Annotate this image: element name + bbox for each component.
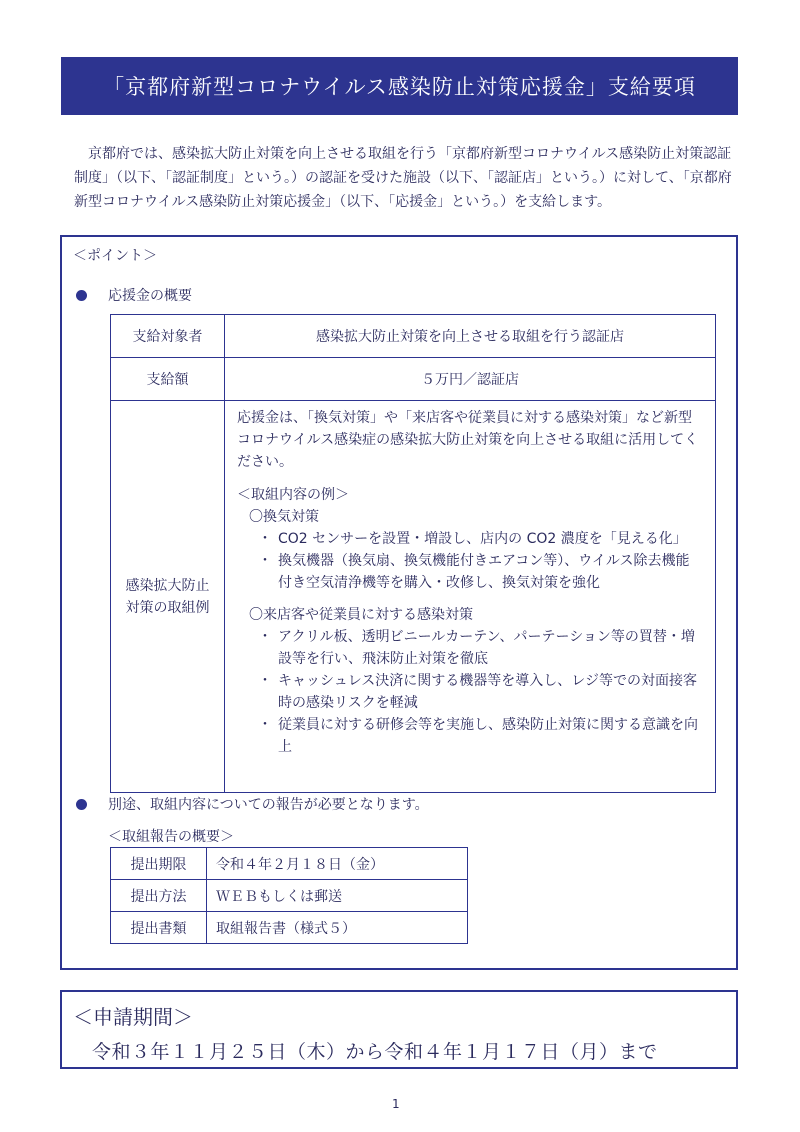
list-item: ・ 従業員に対する研修会等を実施し、感染防止対策に関する意識を向上 — [264, 714, 703, 758]
overview-heading-text: 応援金の概要 — [108, 288, 192, 304]
table-row — [111, 912, 468, 944]
row-value: 感染拡大防止対策を向上させる取組を行う認証店 — [225, 315, 716, 358]
page-title: 「京都府新型コロナウイルス感染防止対策応援金」支給要項 — [61, 57, 738, 115]
category-infection-control: 〇来店客や従業員に対する感染対策 — [249, 607, 473, 623]
ventilation-list — [237, 528, 703, 594]
page-number: 1 — [392, 1097, 400, 1111]
infection-control-list — [237, 626, 703, 758]
overview-table — [110, 314, 716, 793]
examples-label: 感染拡大防止対策の取組例 — [125, 577, 210, 616]
row-value: ５万円／認証店 — [225, 358, 716, 401]
list-item: ・ キャッシュレス決済に関する機器等を導入し、レジ等での対面接客時の感染リスクを軽減 — [264, 670, 703, 714]
table-row — [111, 401, 716, 793]
table-row — [111, 848, 468, 880]
row-label: 支給額 — [111, 358, 225, 401]
table-row — [111, 315, 716, 358]
report-notice — [76, 794, 429, 814]
row-label: 支給対象者 — [111, 315, 225, 358]
report-table — [110, 847, 468, 944]
bullet-icon — [76, 290, 87, 301]
table-row — [111, 880, 468, 912]
row-label: 提出書類 — [111, 912, 207, 944]
row-label — [111, 401, 225, 793]
period-label: ＜申請期間＞ — [73, 1005, 193, 1029]
points-label: ＜ポイント＞ — [73, 248, 157, 264]
list-item: ・ 換気機器（換気扇、換気機能付きエアコン等）、ウイルス除去機能付き空気清浄機等を購入・改修し、換気対策を強化 — [264, 550, 703, 594]
bullet-icon — [76, 799, 87, 810]
table-row — [111, 358, 716, 401]
period-text: 令和３年１１月２５日（木）から令和４年１月１７日（月）まで — [92, 1041, 658, 1063]
row-value: ＷＥＢもしくは郵送 — [207, 880, 468, 912]
report-notice-text: 別途、取組内容についての報告が必要となります。 — [108, 797, 429, 813]
examples-heading: ＜取組内容の例＞ — [237, 487, 349, 503]
examples-lead: 応援金は、「換気対策」や「来店客や従業員に対する感染対策」など新型コロナウイルス感染症の感染拡大防止対策を向上させる取組に活用してください。 — [237, 410, 699, 470]
list-item: ・ CO2 センサーを設置・増設し、店内の CO2 濃度を「見える化」 — [264, 528, 703, 550]
examples-cell — [225, 401, 716, 793]
overview-heading — [76, 285, 192, 305]
row-value: 令和４年２月１８日（金） — [207, 848, 468, 880]
intro-paragraph: 京都府では、感染拡大防止対策を向上させる取組を行う「京都府新型コロナウイルス感染防止対策認証制度」（以下、「認証制度」という。）の認証を受けた施設（以下、「認証店」という。）に対して、「京都府新型コロナウイルス感染防止対策応援金」（以下、「応援金」という。）を支給します。 — [74, 146, 732, 210]
report-heading: ＜取組報告の概要＞ — [108, 829, 234, 845]
category-ventilation: 〇換気対策 — [249, 509, 319, 525]
row-value: 取組報告書（様式５） — [207, 912, 468, 944]
row-label: 提出期限 — [111, 848, 207, 880]
list-item: ・ アクリル板、透明ビニールカーテン、パーテーション等の買替・増設等を行い、飛沫防止対策を徹底 — [264, 626, 703, 670]
row-label: 提出方法 — [111, 880, 207, 912]
